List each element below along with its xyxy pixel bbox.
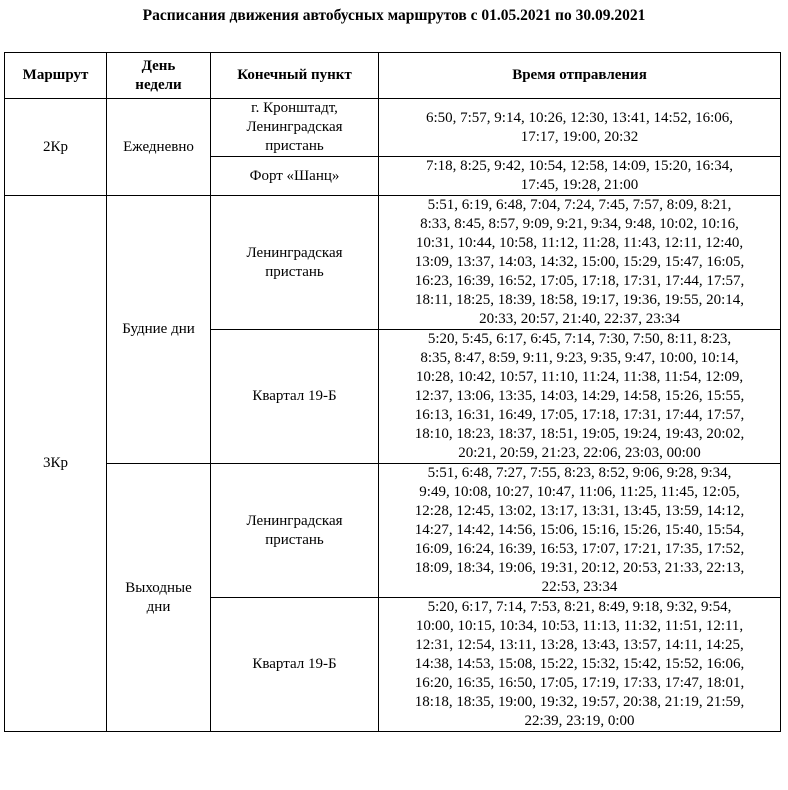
departure-times-line: 16:20, 16:35, 16:50, 17:05, 17:19, 17:33, 17:47, 18:01, [414, 675, 745, 691]
departure-times [379, 464, 781, 598]
header-route: Маршрут [5, 53, 107, 99]
day-cell [107, 464, 211, 732]
terminal-cell-line: Ленинградская [246, 244, 343, 261]
terminal-cell [211, 598, 379, 732]
day-cell-line: Будние дни [122, 321, 195, 337]
terminal-cell-line: Форт «Шанц» [249, 167, 340, 184]
departure-times [379, 330, 781, 464]
terminal-cell-line: пристань [265, 138, 324, 154]
departure-times-line: 20:33, 20:57, 21:40, 22:37, 23:34 [479, 311, 680, 327]
schedule-row [5, 464, 781, 598]
terminal-cell [211, 464, 379, 598]
header-row [5, 53, 781, 99]
departure-times-line: 12:31, 12:54, 13:11, 13:28, 13:43, 13:57, 14:11, 14:25, [415, 637, 744, 653]
departure-times-line: 14:38, 14:53, 15:08, 15:22, 15:32, 15:42, 15:52, 16:06, [414, 656, 745, 672]
departure-times [379, 99, 781, 157]
day-cell [107, 99, 211, 196]
header-day-line: День [141, 57, 176, 74]
terminal-cell-line: г. Кронштадт, [251, 100, 338, 116]
header-day [107, 53, 211, 99]
page-title: Расписания движения автобусных маршрутов с 01.05.2021 по 30.09.2021 [142, 7, 646, 24]
departure-times-line: 22:39, 23:19, 0:00 [524, 713, 635, 729]
departure-times-line: 16:23, 16:39, 16:52, 17:05, 17:18, 17:31, 17:44, 17:57, [414, 273, 745, 289]
route-cell: 3Кр [5, 196, 107, 732]
header-terminal: Конечный пункт [211, 53, 379, 99]
departure-times-line: 8:35, 8:47, 8:59, 9:11, 9:23, 9:35, 9:47, 10:00, 10:14, [420, 350, 739, 366]
terminal-cell-line: Квартал 19-Б [252, 656, 337, 672]
terminal-cell-line: Квартал 19-Б [252, 388, 337, 404]
departure-times-line: 20:21, 20:59, 21:23, 22:06, 23:03, 00:00 [458, 445, 701, 461]
departure-times-line: 18:09, 18:34, 19:06, 19:31, 20:12, 20:53, 21:33, 22:13, [414, 560, 745, 576]
terminal-cell-line: пристань [265, 263, 324, 280]
departure-times-line: 14:27, 14:42, 14:56, 15:06, 15:16, 15:26, 15:40, 15:54, [414, 522, 745, 538]
departure-times [379, 196, 781, 330]
route-cell: 2Кр [5, 99, 107, 196]
header-departure: Время отправления [379, 53, 781, 99]
terminal-cell-line: пристань [265, 531, 324, 548]
departure-times-line: 10:00, 10:15, 10:34, 10:53, 11:13, 11:32, 11:51, 12:11, [415, 618, 744, 634]
terminal-cell [211, 99, 379, 157]
departure-times-line: 16:09, 16:24, 16:39, 16:53, 17:07, 17:21, 17:35, 17:52, [414, 541, 745, 557]
terminal-cell [211, 157, 379, 196]
schedule-body [5, 99, 781, 732]
departure-times-line: 18:11, 18:25, 18:39, 18:58, 19:17, 19:36, 19:55, 20:14, [414, 292, 745, 308]
departure-times-line: 22:53, 23:34 [541, 579, 618, 595]
departure-times-line: 7:18, 8:25, 9:42, 10:54, 12:58, 14:09, 15:20, 16:34, [425, 158, 734, 174]
departure-times-line: 12:28, 12:45, 13:02, 13:17, 13:31, 13:45, 13:59, 14:12, [414, 503, 745, 519]
day-cell-line: Ежедневно [123, 138, 194, 155]
departure-times-line: 10:31, 10:44, 10:58, 11:12, 11:28, 11:43, 12:11, 12:40, [415, 235, 744, 251]
departure-times-line: 9:49, 10:08, 10:27, 10:47, 11:06, 11:25, 11:45, 12:05, [419, 484, 740, 500]
departure-times-line: 17:17, 19:00, 20:32 [520, 128, 639, 145]
departure-times-line: 6:50, 7:57, 9:14, 10:26, 12:30, 13:41, 14:52, 16:06, [425, 109, 734, 126]
departure-times-line: 18:10, 18:23, 18:37, 18:51, 19:05, 19:24, 19:43, 20:02, [414, 426, 745, 442]
header-day-line: недели [135, 76, 182, 93]
terminal-cell-line: Ленинградская [246, 119, 343, 135]
terminal-cell-line: Ленинградская [246, 512, 343, 529]
departure-times-line: 18:18, 18:35, 19:00, 19:32, 19:57, 20:38, 21:19, 21:59, [414, 694, 745, 710]
schedule-row [5, 99, 781, 157]
day-cell-line: Выходные [125, 579, 192, 596]
departure-times-line: 5:20, 6:17, 7:14, 7:53, 8:21, 8:49, 9:18, 9:32, 9:54, [427, 599, 732, 615]
departure-times-line: 10:28, 10:42, 10:57, 11:10, 11:24, 11:38, 11:54, 12:09, [415, 369, 744, 385]
departure-times-line: 12:37, 13:06, 13:35, 14:03, 14:29, 14:58, 15:26, 15:55, [414, 388, 745, 404]
departure-times-line: 5:20, 5:45, 6:17, 6:45, 7:14, 7:30, 7:50, 8:11, 8:23, [427, 331, 732, 347]
departure-times-line: 16:13, 16:31, 16:49, 17:05, 17:18, 17:31, 17:44, 17:57, [414, 407, 745, 423]
schedule-row [5, 196, 781, 330]
departure-times [379, 598, 781, 732]
schedule-table [4, 52, 781, 732]
day-cell-line: дни [146, 598, 171, 615]
departure-times-line: 17:45, 19:28, 21:00 [520, 177, 639, 193]
departure-times-line: 5:51, 6:19, 6:48, 7:04, 7:24, 7:45, 7:57, 8:09, 8:21, [427, 197, 732, 213]
departure-times-line: 5:51, 6:48, 7:27, 7:55, 8:23, 8:52, 9:06, 9:28, 9:34, [427, 465, 732, 481]
departure-times [379, 157, 781, 196]
terminal-cell [211, 196, 379, 330]
terminal-cell [211, 330, 379, 464]
departure-times-line: 13:09, 13:37, 14:03, 14:32, 15:00, 15:29, 15:47, 16:05, [414, 254, 745, 270]
departure-times-line: 8:33, 8:45, 8:57, 9:09, 9:21, 9:34, 9:48, 10:02, 10:16, [420, 216, 739, 232]
day-cell [107, 196, 211, 464]
